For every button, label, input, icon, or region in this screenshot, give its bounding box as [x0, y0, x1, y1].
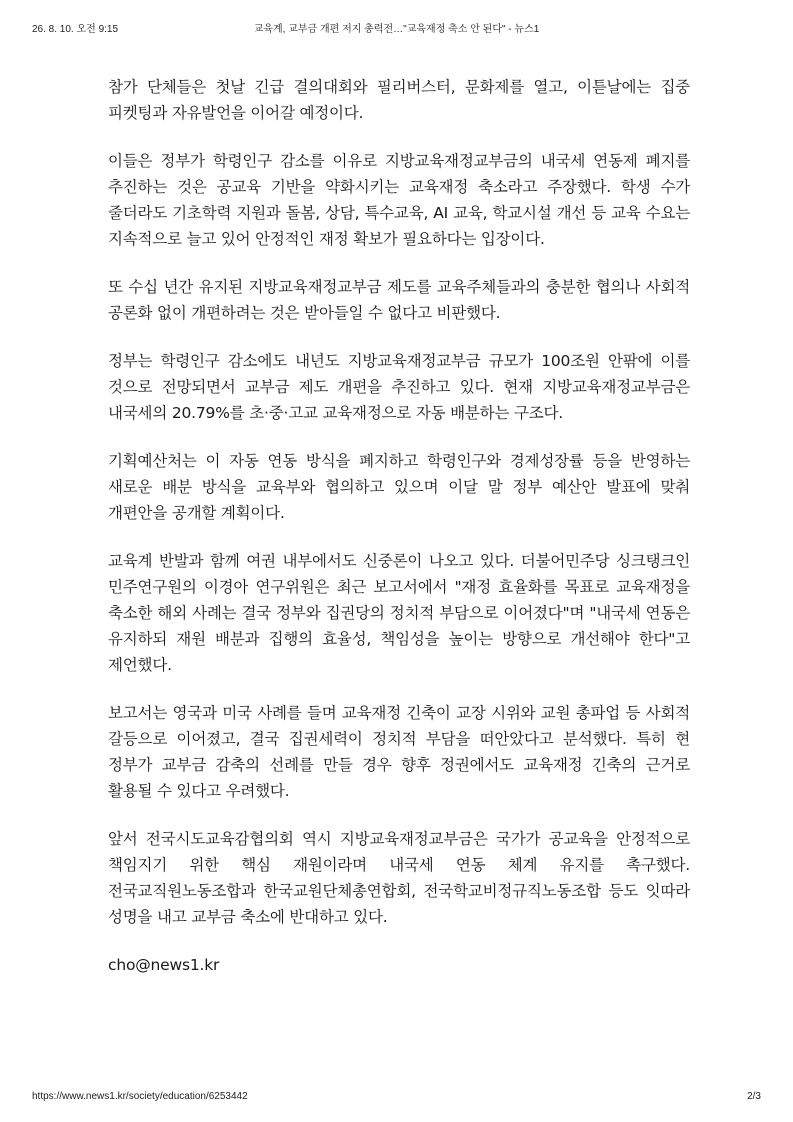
reporter-email: cho@news1.kr [108, 956, 220, 974]
article-paragraph: 이들은 정부가 학령인구 감소를 이유로 지방교육재정교부금의 내국세 연동제 폐지를 추진하는 것은 공교육 기반을 약화시키는 교육재정 축소라고 주장했다. 학생 수가 줄더라도 기초학력 지원과 돌봄, 상담, 특수교육, AI 교육, 학교시설 개선 등 교육 수요는 지속적으로 늘고 있어 안정적인 재정 확보가 필요하다는 입장이다. [108, 152, 690, 248]
print-header [32, 20, 761, 35]
print-datetime: 26. 8. 10. 오전 9:15 [32, 24, 119, 35]
article-body [108, 74, 690, 1000]
article-paragraph: 앞서 전국시도교육감협의회 역시 지방교육재정교부금은 국가가 공교육을 안정적으로 책임지기 위한 핵심 재원이라며 내국세 연동 체계 유지를 촉구했다. 전국교직원노동조합과 한국교원단체총연합회, 전국학교비정규직노동조합 등도 잇따라 성명을 내고 교부금 축소에 반대하고 있다. [108, 830, 690, 926]
print-page-title: 교육계, 교부금 개편 저지 총력전…"교육재정 축소 안 된다" - 뉴스1 [253, 24, 540, 35]
article-paragraph: 기획예산처는 이 자동 연동 방식을 폐지하고 학령인구와 경제성장률 등을 반영하는 새로운 배분 방식을 교육부와 협의하고 있으며 이달 말 정부 예산안 발표에 맞춰 개편안을 공개할 계획이다. [108, 452, 690, 522]
article-paragraph: 또 수십 년간 유지된 지방교육재정교부금 제도를 교육주체들과의 충분한 협의나 사회적 공론화 없이 개편하려는 것은 받아들일 수 없다고 비판했다. [108, 278, 690, 322]
print-url: https://www.news1.kr/society/education/6253442 [32, 1091, 248, 1102]
print-footer [32, 1091, 761, 1102]
article-paragraph: 참가 단체들은 첫날 긴급 결의대회와 필리버스터, 문화제를 열고, 이튿날에는 집중 피켓팅과 자유발언을 이어갈 예정이다. [108, 78, 690, 122]
article-paragraph: 보고서는 영국과 미국 사례를 들며 교육재정 긴축이 교장 시위와 교원 총파업 등 사회적 갈등으로 이어졌고, 결국 집권세력이 정치적 부담을 떠안았다고 분석했다. 특히 현 정부가 교부금 감축의 선례를 만들 경우 향후 정권에서도 교육재정 긴축의 근거로 활용될 수 있다고 우려했다. [108, 704, 690, 800]
article-paragraph: 교육계 반발과 함께 여권 내부에서도 신중론이 나오고 있다. 더불어민주당 싱크탱크인 민주연구원의 이경아 연구위원은 최근 보고서에서 "재정 효율화를 목표로 교육재정을 축소한 해외 사례는 결국 정부와 집권당의 정치적 부담으로 이어졌다"며 "내국세 연동은 유지하되 재원 배분과 집행의 효율성, 책임성을 높이는 방향으로 개선해야 한다"고 제언했다. [108, 552, 690, 674]
print-page-number: 2/3 [747, 1091, 761, 1102]
article-paragraph: 정부는 학령인구 감소에도 내년도 지방교육재정교부금 규모가 100조원 안팎에 이를 것으로 전망되면서 교부금 제도 개편을 추진하고 있다. 현재 지방교육재정교부금은 내국세의 20.79%를 초·중·고교 교육재정으로 자동 배분하는 구조다. [108, 352, 690, 422]
